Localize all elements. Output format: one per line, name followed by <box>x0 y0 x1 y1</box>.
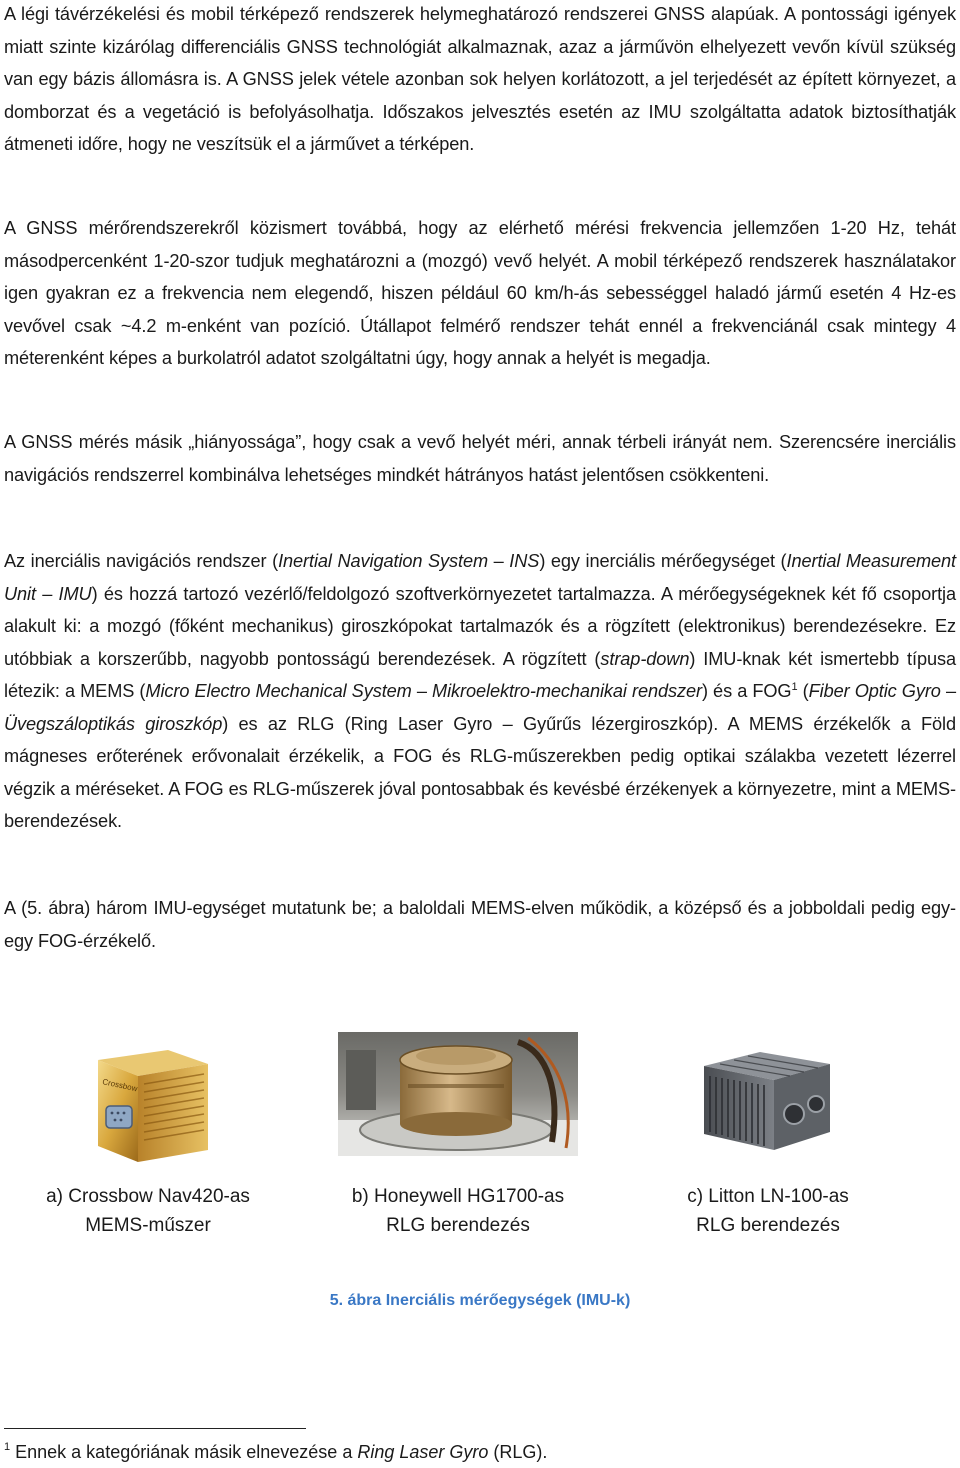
litton-imu-image <box>700 1048 834 1152</box>
paragraph-ins-description: Az inerciális navigációs rendszer (Inertial Navigation System – INS) egy inerciális mérőegységet (Inertial Measurement Unit – IMU) és hozzá tartozó vezérlő/feldolgozó szoftverkörnyezetet tartalmazza. A mérőegységeknek két fő csoportja alakult ki: a mozgó (főként mechanikus) giroszkópokat tartalmazók és a rögzített (elektronikus) berendezésekre. Ez utóbbiak a korszerűbb, nagyobb pontosságú berendezések. A rögzített (strap-down) IMU-knak két ismertebb típusa létezik: a MEMS (Micro Electro Mechanical System – Mikroelektro-mechanikai rendszer) és a FOG$^1$ (Fiber Optic Gyro – Üvegszáloptikás giroszkóp) es az RLG (Ring Laser Gyro – Gyűrűs lézergiroszkóp). A MEMS érzékelők a Föld mágneses erőterének erővonalait érzékelik, a FOG és RLG-műszerekben pedig optikai szálakba vezetett lézerrel végzik a méréseket. A FOG es RLG-műszerek jóval pontosabbak és kevésbé érzékenyek a környezetre, mint a MEMS-berendezések. <box>4 551 957 831</box>
footnote-separator <box>4 1428 306 1429</box>
figure-images-row <box>0 1030 960 1160</box>
paragraph-gnss-deficiency: A GNSS mérés másik „hiányossága”, hogy csak a vevő helyét méri, annak térbeli irányát nem. Szerencsére inerciális navigációs rendszerrel kombinálva lehetséges mindkét hátrányos hatást jelentősen csökkenteni. <box>4 432 956 485</box>
footnote-marker: 1 <box>4 1441 11 1453</box>
caption-honeywell: b) Honeywell HG1700-as RLG berendezés <box>351 1186 565 1236</box>
caption-crossbow: a) Crossbow Nav420-as MEMS-műszer <box>46 1186 250 1236</box>
paragraph-figure-intro: A (5. ábra) három IMU-egységet mutatunk be; a baloldali MEMS-elven működik, a középső és a jobboldali pedig egy-egy FOG-érzékelő. <box>4 898 956 951</box>
paragraph-gnss-frequency: A GNSS mérőrendszerekről közismert továbbá, hogy az elérhető mérési frekvencia jellemzően 1-20 Hz, tehát másodpercenként 1-20-szor tudjuk meghatározni a (mozgó) vevő helyét. A mobil térképező rendszerek használatakor igen gyakran ez a frekvencia nem elegendő, hiszen például 60 km/h-ás sebességgel haladó jármű esetén 4 Hz-es vevővel csak ~4.2 m-enként van pozíció. Útállapot felmérő rendszer tehát ennél a frekvenciánál csak mintegy 4 méterenként képes a burkolatról adatot szolgáltatni úgy, hogy annak a helyét is megadja. <box>4 218 956 368</box>
crossbow-imu-image <box>88 1050 214 1162</box>
paragraph-gnss-intro: A légi távérzékelési és mobil térképező rendszerek helymeghatározó rendszerei GNSS alapúak. A pontossági igények miatt szinte kizárólag differenciális GNSS technológiát alkalmaznak, azaz a járművön elhelyezett vevőn kívül szükség van egy bázis állomásra is. A GNSS jelek vétele azonban sok helyen korlátozott, a jel terjedését az épített környezet, a domborzat és a vegetáció is befolyásolhatja. Időszakos jelvesztés esetén az IMU szolgáltatta adatok biztosíthatják átmeneti időre, hogy ne veszítsük el a járművet a térképen. <box>4 4 956 154</box>
footnote: $^1$ Ennek a kategóriának másik elnevezése a Ring Laser Gyro (RLG). <box>4 1441 548 1462</box>
figure-title: 5. ábra Inerciális mérőegységek (IMU-k) <box>329 1292 631 1309</box>
crossbow-logo-text: Crossbow <box>101 1077 139 1094</box>
caption-litton: c) Litton LN-100-as RLG berendezés <box>687 1186 849 1236</box>
footnote-reference[interactable]: 1 <box>791 681 798 693</box>
honeywell-imu-image <box>338 1032 578 1156</box>
